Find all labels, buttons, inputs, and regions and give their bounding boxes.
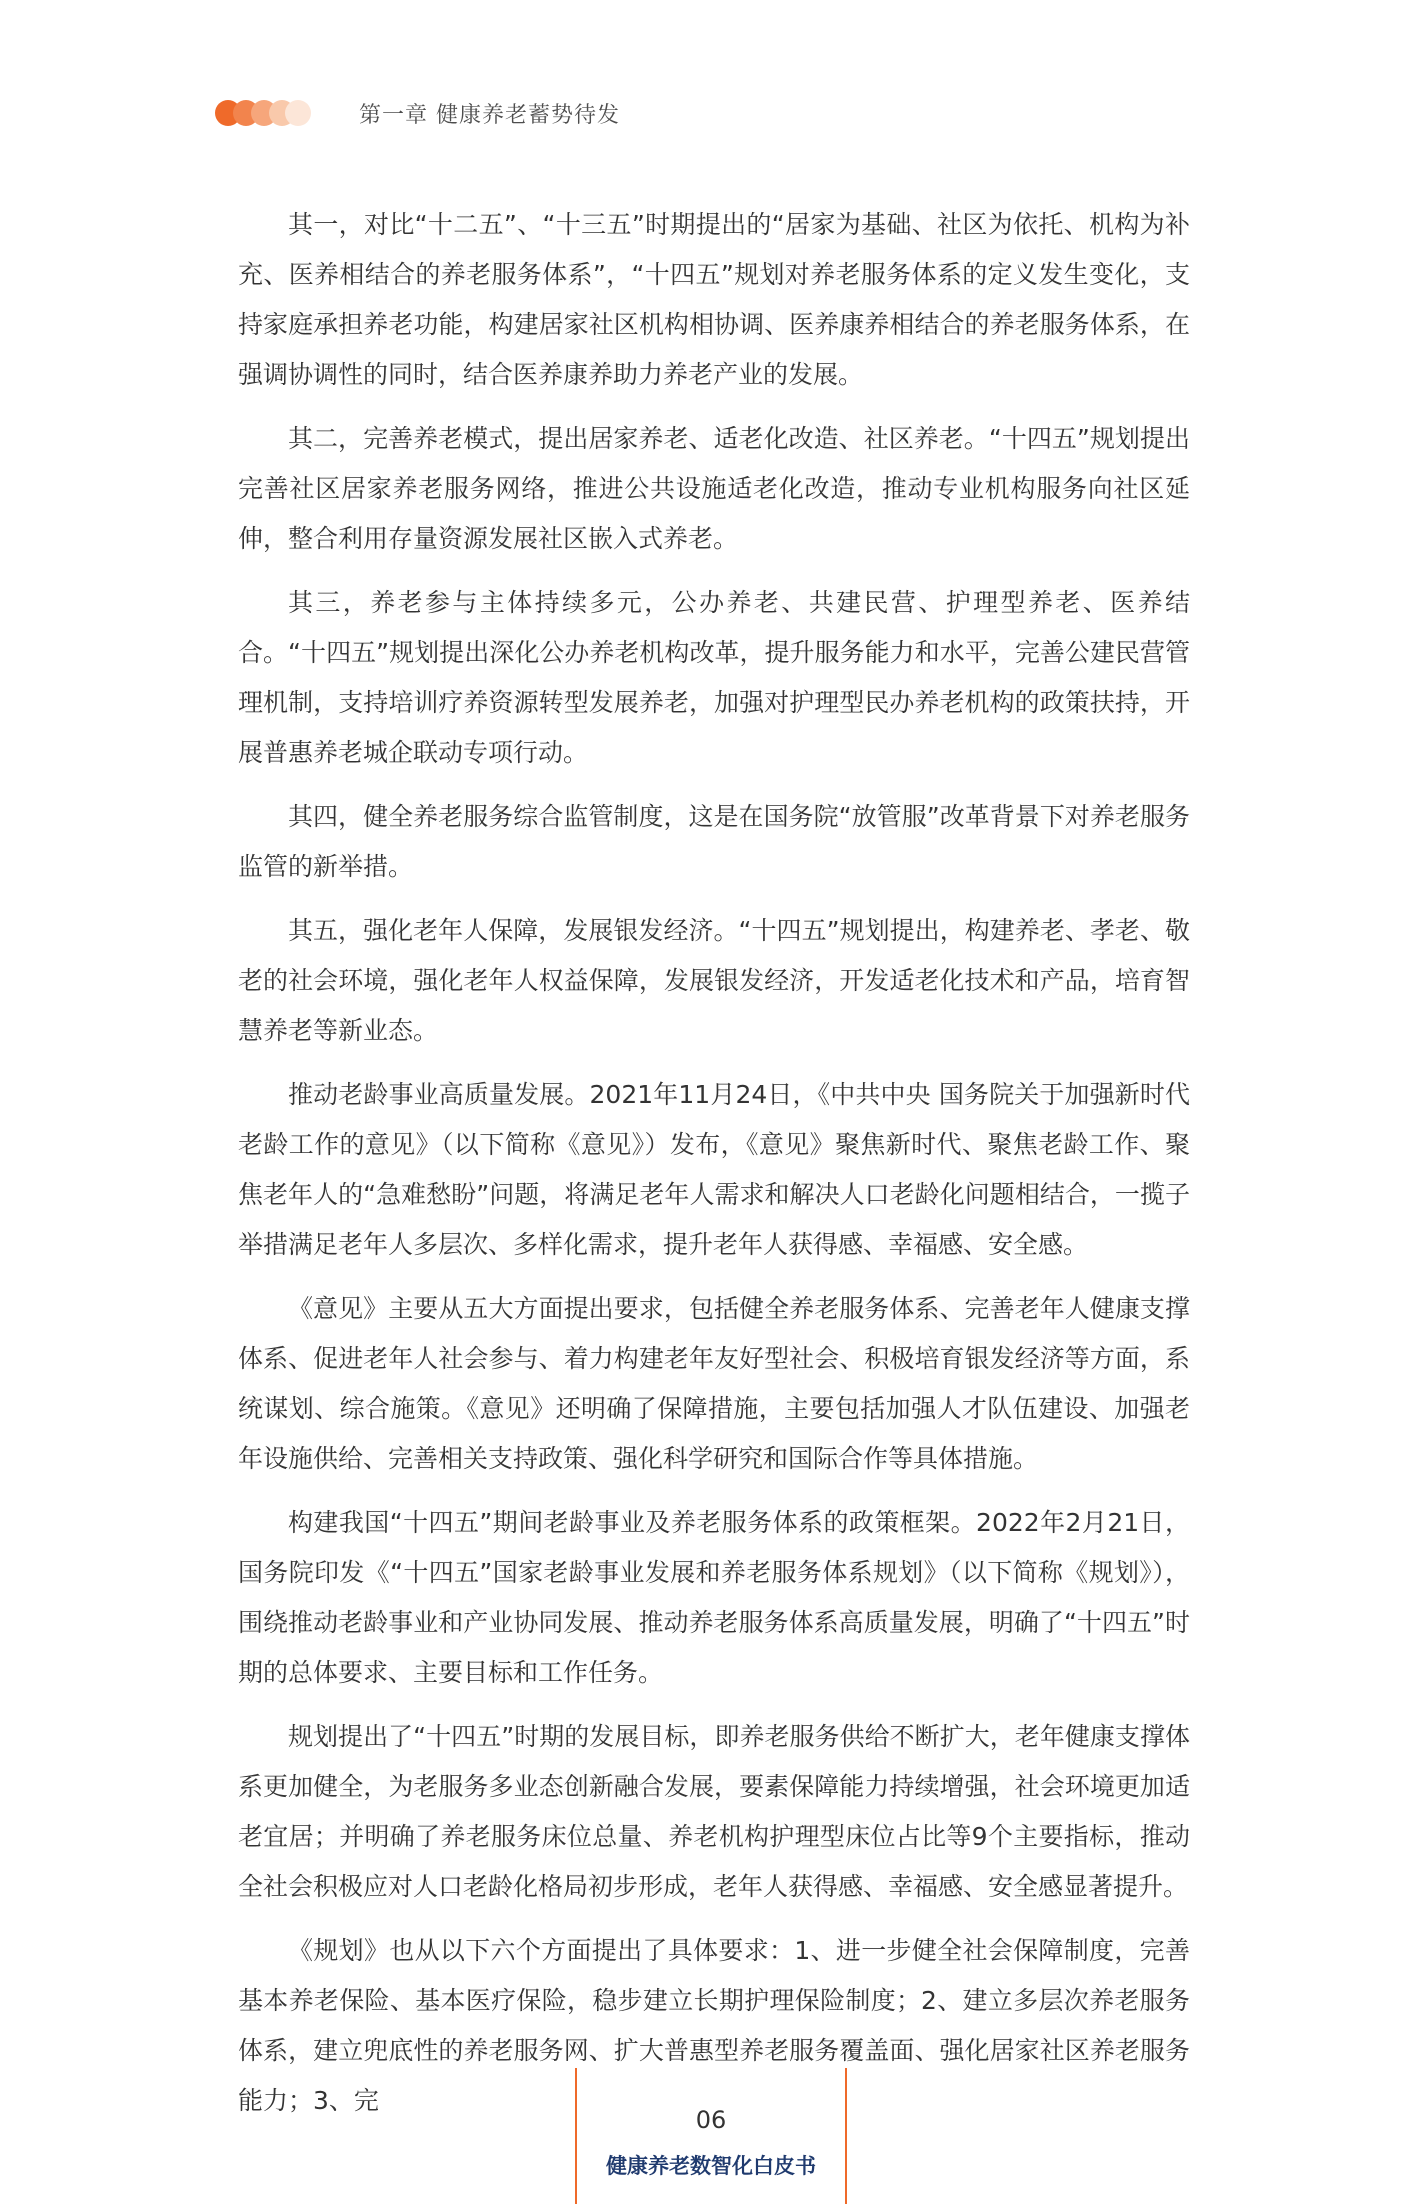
paragraph: 《规划》也从以下六个方面提出了具体要求：1、进一步健全社会保障制度，完善基本养老保险、基本医疗保险，稳步建立长期护理保险制度；2、建立多层次养老服务体系，建立兜底性的养老服务网、扩大普惠型养老服务覆盖面、强化居家社区养老服务能力；3、完 <box>238 1936 1190 2115</box>
paragraph: 其五，强化老年人保障，发展银发经济。“十四五”规划提出，构建养老、孝老、敬老的社会环境，强化老年人权益保障，发展银发经济，开发适老化技术和产品，培育智慧养老等新业态。 <box>238 916 1190 1045</box>
paragraph: 规划提出了“十四五”时期的发展目标，即养老服务供给不断扩大，老年健康支撑体系更加健全，为老服务多业态创新融合发展，要素保障能力持续增强，社会环境更加适老宜居；并明确了养老服务床位总量、养老机构护理型床位占比等9个主要指标，推动全社会积极应对人口老龄化格局初步形成，老年人获得感、幸福感、安全感显著提升。 <box>238 1722 1190 1901</box>
paragraph: 推动老龄事业高质量发展。2021年11月24日，《中共中央 国务院关于加强新时代老龄工作的意见》（以下简称《意见》）发布，《意见》聚焦新时代、聚焦老龄工作、聚焦老年人的“急难愁盼”问题，将满足老年人需求和解决人口老龄化问题相结合，一揽子举措满足老年人多层次、多样化需求，提升老年人获得感、幸福感、安全感。 <box>238 1080 1190 1259</box>
paragraph: 其四，健全养老服务综合监管制度，这是在国务院“放管服”改革背景下对养老服务监管的新举措。 <box>238 802 1190 881</box>
page-number: 06 <box>695 2106 727 2134</box>
decorative-dots <box>215 100 299 126</box>
paragraph: 构建我国“十四五”期间老龄事业及养老服务体系的政策框架。2022年2月21日，国务院印发《“十四五”国家老龄事业发展和养老服务体系规划》（以下简称《规划》），围绕推动老龄事业和产业协同发展、推动养老服务体系高质量发展，明确了“十四五”时期的总体要求、主要目标和工作任务。 <box>238 1508 1190 1687</box>
decorative-dot <box>285 100 311 126</box>
paragraph: 其一，对比“十二五”、“十三五”时期提出的“居家为基础、社区为依托、机构为补充、医养相结合的养老服务体系”，“十四五”规划对养老服务体系的定义发生变化，支持家庭承担养老功能，构建居家社区机构相协调、医养康养相结合的养老服务体系，在强调协调性的同时，结合医养康养助力养老产业的发展。 <box>238 210 1190 389</box>
paragraph: 其二，完善养老模式，提出居家养老、适老化改造、社区养老。“十四五”规划提出完善社区居家养老服务网络，推进公共设施适老化改造，推动专业机构服务向社区延伸，整合利用存量资源发展社区嵌入式养老。 <box>238 424 1190 553</box>
paragraph: 《意见》主要从五大方面提出要求，包括健全养老服务体系、完善老年人健康支撑体系、促进老年人社会参与、着力构建老年友好型社会、积极培育银发经济等方面，系统谋划、综合施策。《意见》还明确了保障措施，主要包括加强人才队伍建设、加强老年设施供给、完善相关支持政策、强化科学研究和国际合作等具体措施。 <box>238 1294 1190 1473</box>
book-title: 健康养老数智化白皮书 <box>606 2154 816 2178</box>
page-footer <box>575 2068 847 2204</box>
page-header <box>215 96 620 130</box>
paragraph: 其三，养老参与主体持续多元，公办养老、共建民营、护理型养老、医养结合。“十四五”规划提出深化公办养老机构改革，提升服务能力和水平，完善公建民营管理机制，支持培训疗养资源转型发展养老，加强对护理型民办养老机构的政策扶持，开展普惠养老城企联动专项行动。 <box>238 588 1190 767</box>
chapter-title: 第一章 健康养老蓄势待发 <box>359 102 620 128</box>
body-text <box>238 200 1190 2140</box>
